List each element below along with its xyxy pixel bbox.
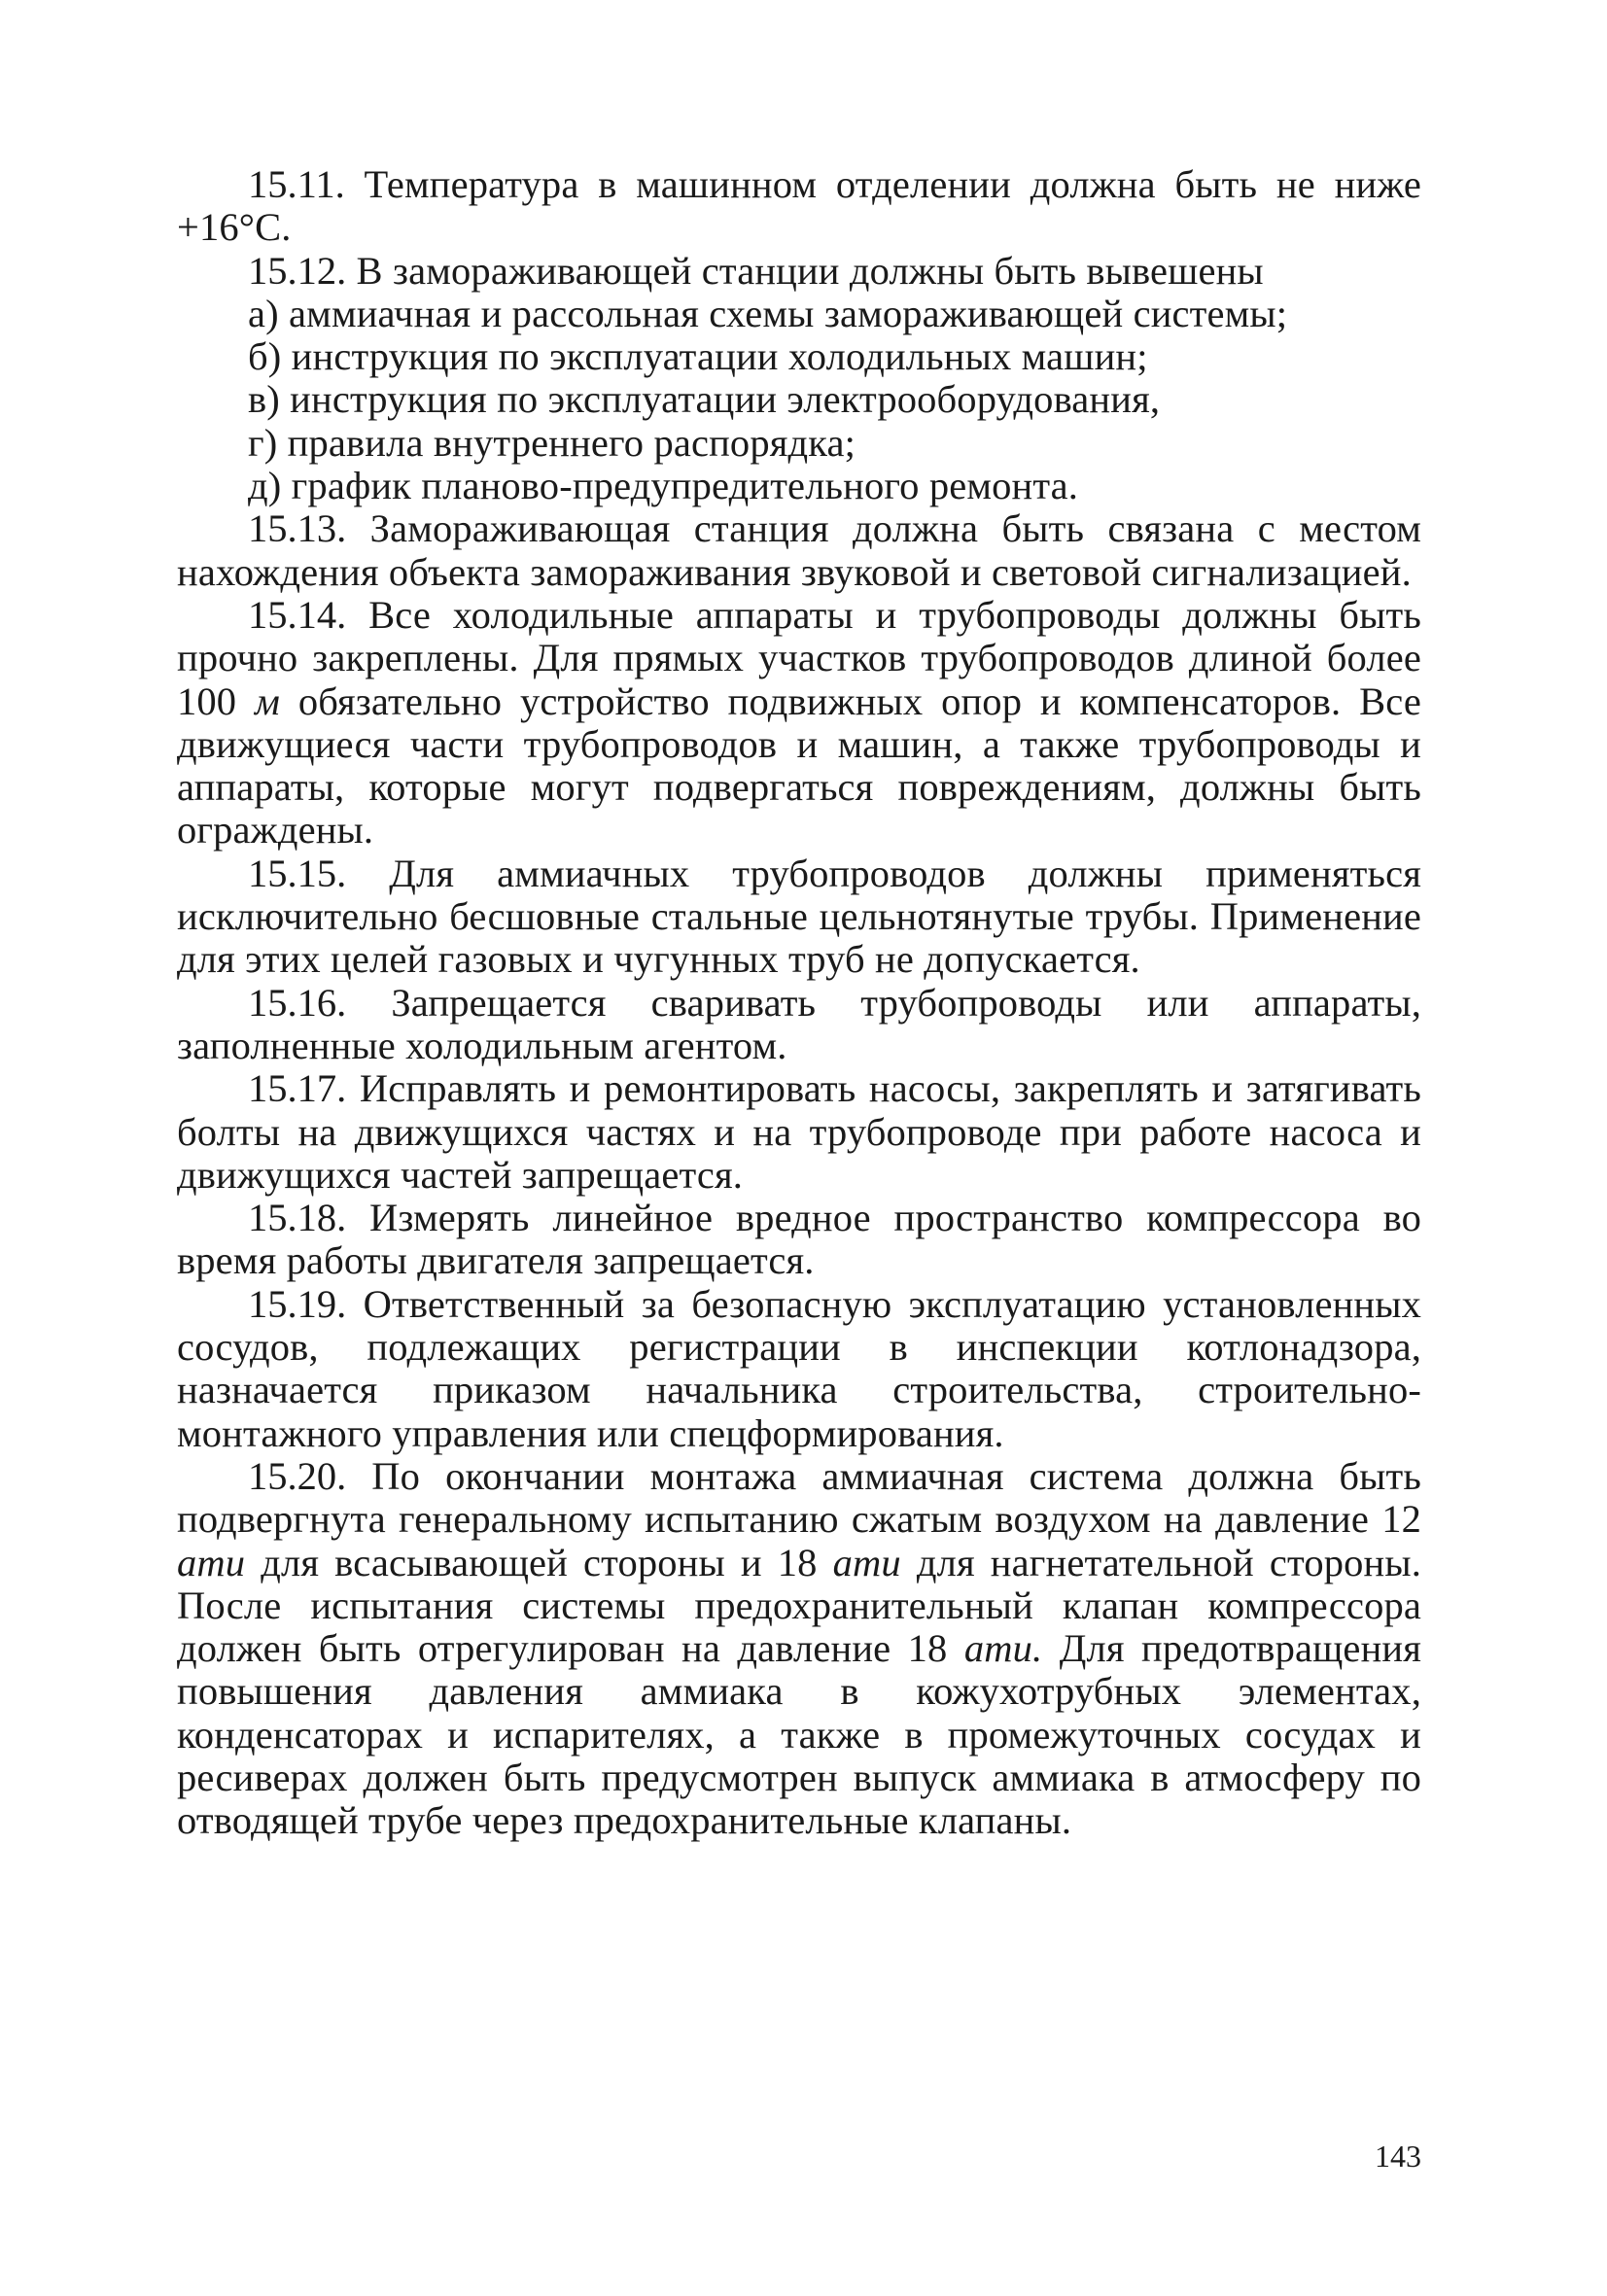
clause-15-14 [177, 594, 1421, 852]
clause-text: По окончании монтажа аммиачная система должна быть подвергнута генеральному испытанию сжатым воздухом на давление 12 [177, 1453, 1422, 1542]
clause-number: 15.16. [248, 980, 347, 1025]
body-text [177, 163, 1421, 1843]
clause-15-17 [177, 1067, 1421, 1197]
clause-15-18 [177, 1197, 1421, 1283]
clause-text: Измерять линейное вредное пространство компрессора во время работы двигателя запрещается. [177, 1196, 1422, 1283]
clause-15-12 [177, 250, 1421, 293]
list-item: б) инструкция по эксплуатации холодильных машин; [248, 334, 1148, 379]
clause-text: Замораживающая станция должна быть связана с местом нахождения объекта замораживания звуковой и световой сигнализацией. [177, 506, 1422, 594]
unit-label: м [255, 678, 281, 723]
clause-number: 15.13. [248, 506, 347, 551]
clause-number: 15.12. [248, 248, 347, 293]
unit-label: ати [177, 1540, 246, 1584]
unit-label: ати. [963, 1626, 1043, 1671]
page-number: 143 [1375, 2139, 1421, 2174]
clause-text: Все холодильные аппараты и трубопроводы должны быть прочно закреплены. Для прямых участков трубопроводов длиной более 100 [177, 592, 1421, 723]
clause-15-20 [177, 1455, 1421, 1843]
clause-text: Ответственный за безопасную эксплуатацию установленных сосудов, подлежащих регистрации в инспекции котлонадзора, назначается приказом начальника строительства, строительно-монтажного управления или спецформирования. [177, 1281, 1421, 1455]
clause-15-13 [177, 507, 1421, 594]
clause-number: 15.19. [248, 1281, 347, 1326]
clause-text: для нагнетательной стороны. После испытания системы предохранительный клапан компрессора должен быть отрегулирован на давление 18 [177, 1540, 1422, 1671]
clause-15-15 [177, 852, 1421, 982]
clause-text: Для аммиачных трубопроводов должны применяться исключительно бесшовные стальные цельнотянутые трубы. Применение для этих целей газовых и чугунных труб не допускается. [177, 851, 1421, 982]
clause-number: 15.18. [248, 1196, 347, 1240]
clause-text: Для предотвращения повышения давления аммиака в кожухотрубных элементах, конденсаторах и испарителях, а также в промежуточных сосудах и ресиверах должен быть предусмотрен выпуск аммиака в атмосферу по отводящей трубе через предохранительные клапаны. [177, 1626, 1421, 1843]
clause-number: 15.20. [248, 1453, 347, 1498]
clause-text: В замораживающей станции должны быть вывешены [356, 248, 1264, 293]
clause-15-19 [177, 1283, 1421, 1455]
clause-number: 15.14. [248, 592, 347, 637]
list-item: г) правила внутреннего распорядка; [248, 420, 856, 465]
clause-15-11 [177, 163, 1421, 250]
clause-number: 15.17. [248, 1066, 347, 1111]
clause-number: 15.15. [248, 851, 347, 895]
clause-text: Запрещается сваривать трубопроводы или аппараты, заполненные холодильным агентом. [177, 980, 1422, 1067]
clause-number: 15.11. [248, 162, 345, 206]
list-item: в) инструкция по эксплуатации электрооборудования, [248, 377, 1161, 422]
clause-text: для всасывающей стороны и 18 [261, 1540, 818, 1584]
clause-text: обязательно устройство подвижных опор и компенсаторов. Все движущиеся части трубопроводов и машин, а также трубопроводы и аппараты, которые могут подвергаться повреждениям, должны быть ограждены. [177, 678, 1421, 852]
unit-label: ати [832, 1540, 901, 1584]
clause-15-16 [177, 982, 1421, 1068]
clause-text: Температура в машинном отделении должна быть не ниже +16°С. [177, 162, 1421, 250]
list-item: а) аммиачная и рассольная схемы замораживающей системы; [248, 291, 1288, 335]
list-item: д) график планово-предупредительного ремонта. [248, 464, 1079, 508]
clause-text: Исправлять и ремонтировать насосы, закреплять и затягивать болты на движущихся частях и на трубопроводе при работе насоса и движущихся частей запрещается. [177, 1066, 1421, 1197]
